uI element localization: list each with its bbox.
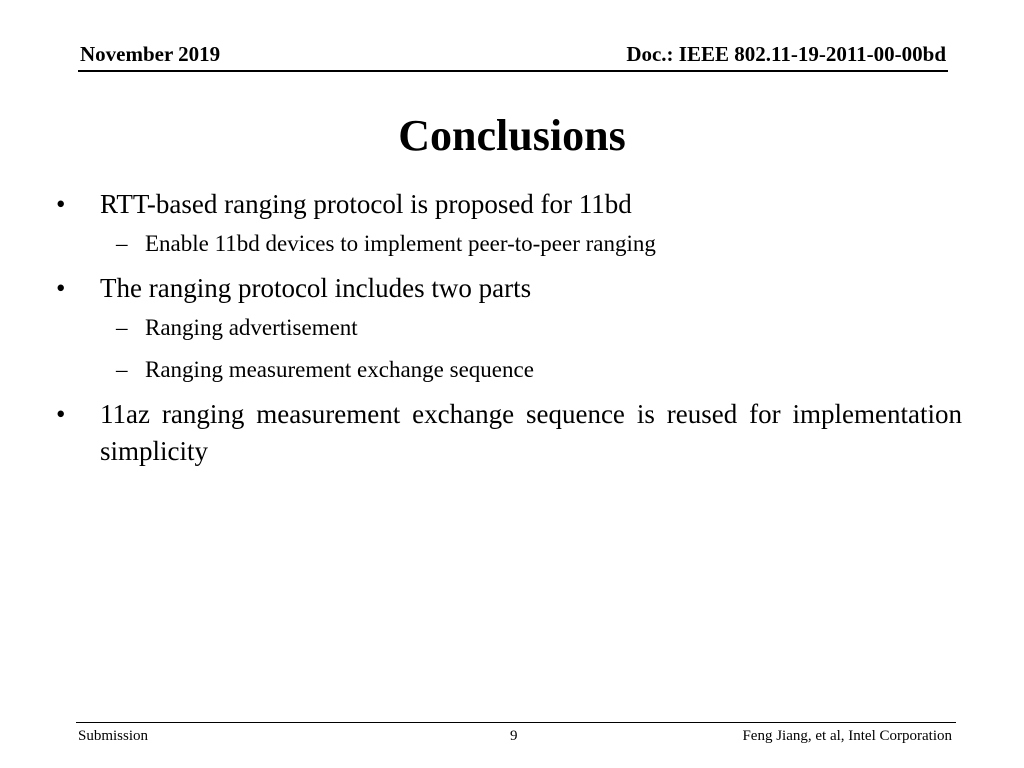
bullet-item — [56, 396, 962, 470]
bullet-text: RTT-based ranging protocol is proposed for 11bd — [100, 189, 632, 219]
sub-bullet-item — [56, 354, 962, 386]
header-date: November 2019 — [80, 42, 221, 66]
footer-submission: Submission — [78, 728, 149, 744]
header-doc-id: Doc.: IEEE 802.11-19-2011-00-00bd — [626, 42, 946, 66]
bullet-mark: • — [56, 189, 66, 219]
sub-bullet-item — [56, 312, 962, 344]
slide-footer — [76, 722, 956, 753]
bullet-text: The ranging protocol includes two parts — [100, 273, 532, 303]
sub-bullet-text: Ranging advertisement — [145, 315, 358, 340]
bullet-mark: • — [56, 399, 66, 429]
sub-bullet-mark: – — [116, 315, 128, 340]
sub-bullet-item — [56, 228, 962, 260]
sub-bullet-text: Enable 11bd devices to implement peer-to-peer ranging — [145, 231, 656, 256]
page-number: 9 — [510, 728, 518, 744]
bullet-mark: • — [56, 273, 66, 303]
slide-header — [78, 40, 948, 72]
bullet-text: 11az ranging measurement exchange sequence is reused for implementation simplicity — [100, 399, 962, 466]
sub-bullet-mark: – — [116, 357, 128, 382]
sub-bullet-mark: – — [116, 231, 128, 256]
slide-content — [56, 186, 962, 475]
bullet-item — [56, 186, 962, 223]
slide-title: Conclusions — [398, 111, 626, 160]
bullet-item — [56, 270, 962, 307]
footer-authors: Feng Jiang, et al, Intel Corporation — [742, 728, 952, 744]
sub-bullet-text: Ranging measurement exchange sequence — [145, 357, 534, 382]
